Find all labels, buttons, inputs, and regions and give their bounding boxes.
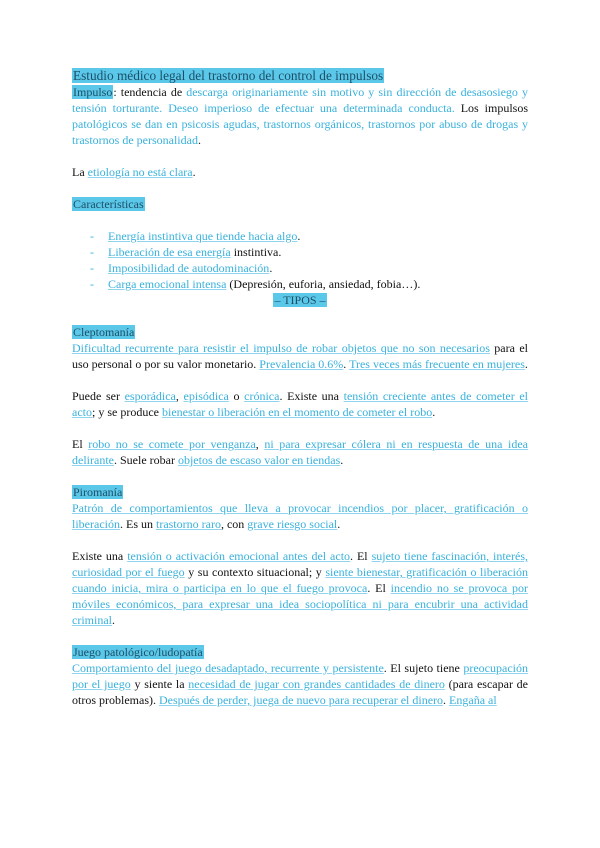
intro-text: : tendencia de [113,85,187,99]
klepto-heading: Cleptomanía [73,325,135,339]
gambling-highlight: Engaña al [449,693,497,707]
gambling-highlight: Comportamiento del juego desadaptado, recurrente y persistente [72,661,384,675]
pyro-heading-block [72,484,528,500]
klepto-highlight: episódica [183,389,229,403]
klepto-paragraph-1 [72,340,528,372]
feature-text: (Depresión, euforia, ansiedad, fobia…). [226,277,421,291]
dash-bullet: - [90,261,94,275]
dash-bullet: - [90,245,94,259]
pyro-paragraph-2 [72,548,528,628]
gambling-text: (para escapar de otros problemas). [72,677,528,707]
klepto-paragraph-3 [72,436,528,468]
klepto-highlight: Dificultad recurrente para resistir el impulso de robar objetos que no son necesarios [72,341,490,355]
klepto-text: o [228,389,245,403]
list-item [90,260,528,276]
klepto-text: Puede ser [72,389,125,403]
klepto-text: , [175,389,184,403]
klepto-highlight: Tres veces más frecuente en mujeres [349,357,525,371]
intro-pathology: patológicos se dan en psicosis agudas, trastornos orgánicos, trastornos por abuso de drogas y trastornos de personalidad [72,117,528,147]
pyro-text: y su contexto situacional; y [184,565,326,579]
pyro-paragraph-1 [72,500,528,532]
document-page [72,68,528,708]
pyro-highlight: Patrón de comportamientos que lleva a provocar incendios por placer, gratificación o liberación [72,501,528,531]
gambling-paragraph-1 [72,660,528,708]
pyro-heading: Piromanía [73,485,123,499]
feature-highlight: Liberación de esa energía [108,245,231,259]
pyro-text: . [337,517,341,531]
term-impulso: Impulso [73,85,113,99]
pyro-text: , con [220,517,248,531]
pyro-highlight: siente bienestar, gratificación o liberación cuando inicia, mira o participa en lo que el fuego provoca [72,565,529,595]
pyro-text: . [111,613,115,627]
document-title-block [72,68,528,84]
feature-text: . [297,229,301,243]
klepto-paragraph-2 [72,388,528,420]
intro-text: . [197,133,201,147]
klepto-highlight: esporádica [124,389,176,403]
klepto-text: para el uso personal o por su valor monetario. [72,341,528,371]
etiology-highlight: etiología no está clara [87,165,193,179]
klepto-text: . [432,405,436,419]
features-list [72,228,528,292]
klepto-text: El [72,437,89,451]
dash-bullet: - [90,277,94,291]
tipos-heading-block [72,292,528,308]
feature-text: . [269,261,273,275]
list-item [90,228,528,244]
dash-bullet: - [90,229,94,243]
klepto-text: . Existe una [279,389,344,403]
klepto-text: . [524,357,528,371]
pyro-highlight: trastorno raro [155,517,221,531]
features-heading: Características [73,197,144,211]
gambling-highlight: Después de perder, juega de nuevo para recuperar el dinero [158,693,444,707]
gambling-heading-block [72,644,528,660]
feature-highlight: Imposibilidad de autodominación [108,261,270,275]
intro-text: Los impulsos [454,101,528,115]
etiology-text: La [72,165,88,179]
list-item [90,276,528,292]
gambling-heading: Juego patológico/ludopatía [73,645,203,659]
gambling-text: . [443,693,450,707]
feature-text: instintiva. [230,245,282,259]
pyro-text: Existe una [72,549,128,563]
klepto-highlight: tensión creciente antes de cometer el acto [72,389,529,419]
etiology-paragraph [72,164,528,180]
feature-highlight: Energía instintiva que tiende hacia algo [108,229,298,243]
intro-paragraph [72,84,528,148]
klepto-text: . [343,357,350,371]
gambling-highlight: preocupación por el juego [72,661,528,691]
feature-highlight: Carga emocional intensa [108,277,227,291]
klepto-highlight: ni para expresar cólera ni en respuesta de una idea delirante [72,437,528,467]
klepto-heading-block [72,324,528,340]
klepto-highlight: objetos de escaso valor en tiendas [177,453,341,467]
klepto-highlight: robo no se comete por venganza [88,437,256,451]
document-title: Estudio médico legal del trastorno del control de impulsos [73,68,384,83]
pyro-highlight: sujeto tiene fascinación, interés, curiosidad por el fuego [72,549,528,579]
klepto-highlight: bienestar o liberación en el momento de cometer el robo [161,405,433,419]
klepto-text: , [255,437,265,451]
klepto-prevalence: Prevalencia 0.6% [259,357,344,371]
gambling-text: . El sujeto tiene [383,661,464,675]
gambling-text: y siente la [130,677,189,691]
klepto-text: . [340,453,344,467]
gambling-highlight: necesidad de jugar con grandes cantidades de dinero [188,677,445,691]
pyro-text: . Es un [119,517,156,531]
etiology-text: . [192,165,196,179]
klepto-highlight: crónica [244,389,280,403]
pyro-text: . El [367,581,391,595]
klepto-text: . Suele robar [113,453,178,467]
klepto-text: ; y se produce [92,405,162,419]
tipos-heading: – TIPOS – [274,293,326,307]
pyro-text: . El [350,549,372,563]
features-heading-block [72,196,528,212]
intro-definition: descarga originariamente sin motivo y sin dirección de desasosiego y tensión torturante. Deseo imperioso de efectuar una determinada conducta. [72,85,528,115]
pyro-highlight: tensión o activación emocional antes del acto [127,549,351,563]
pyro-highlight: grave riesgo social [247,517,338,531]
pyro-highlight: incendio no se provoca por móviles económicos, para expresar una idea sociopolítica ni para encubrir una actividad criminal [72,581,528,627]
list-item [90,244,528,260]
